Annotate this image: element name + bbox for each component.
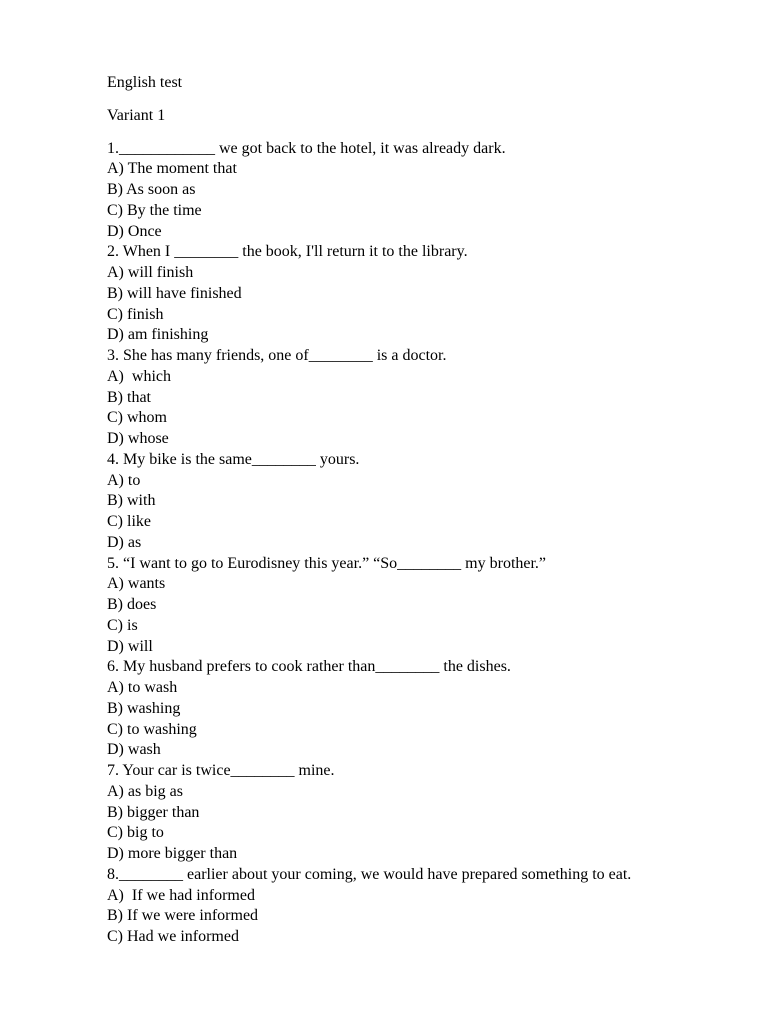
answer-option: D) will — [107, 637, 153, 655]
question-text: 1.____________ we got back to the hotel, it was already dark. — [107, 139, 506, 157]
answer-option: D) as — [107, 533, 142, 551]
question-text: 4. My bike is the same________ yours. — [107, 450, 360, 468]
answer-option: C) Had we informed — [107, 928, 239, 945]
answer-option: A) which — [107, 367, 171, 385]
answer-option: A) The moment that — [107, 160, 237, 178]
answer-option: D) whose — [107, 430, 169, 447]
answer-option: D) wash — [107, 741, 161, 759]
question-text: 7. Your car is twice________ mine. — [107, 762, 335, 779]
answer-option: D) am finishing — [107, 326, 209, 344]
document-page — [107, 73, 747, 948]
question-text: 2. When I ________ the book, I'll return it to the library. — [107, 243, 468, 261]
answer-option: A) to — [107, 471, 141, 489]
question-block — [107, 242, 747, 346]
answer-option: B) with — [107, 492, 156, 510]
answer-option: C) whom — [107, 409, 167, 427]
answer-option: C) finish — [107, 305, 164, 323]
answer-option: B) As soon as — [107, 181, 196, 198]
answer-option: B) does — [107, 596, 157, 613]
document-title: English test — [107, 74, 183, 91]
question-block — [107, 139, 747, 243]
answer-option: B) washing — [107, 699, 181, 717]
answer-option: B) bigger than — [107, 803, 200, 821]
question-block — [107, 761, 747, 865]
question-block — [107, 657, 747, 761]
answer-option: A) will finish — [107, 264, 194, 281]
question-text: 8.________ earlier about your coming, we would have prepared something to eat. — [107, 865, 632, 883]
answer-option: D) Once — [107, 222, 162, 240]
answer-option: D) more bigger than — [107, 845, 238, 862]
answer-option: C) like — [107, 513, 151, 530]
answer-option: C) By the time — [107, 201, 202, 219]
variant-label: Variant 1 — [107, 106, 166, 124]
answer-option: B) will have finished — [107, 284, 242, 302]
answer-option: A) as big as — [107, 782, 183, 800]
question-block — [107, 554, 747, 658]
question-text: 3. She has many friends, one of________ is a doctor. — [107, 347, 447, 364]
answer-option: A) wants — [107, 575, 166, 593]
answer-option: C) is — [107, 616, 138, 634]
answer-option: A) to wash — [107, 679, 178, 696]
answer-option: B) that — [107, 388, 151, 406]
question-block — [107, 450, 747, 554]
answer-option: C) big to — [107, 824, 164, 842]
question-block — [107, 346, 747, 450]
answer-option: B) If we were informed — [107, 907, 259, 925]
question-text: 5. “I want to go to Eurodisney this year.” “So________ my brother.” — [107, 554, 547, 572]
answer-option: C) to washing — [107, 720, 197, 738]
question-block — [107, 865, 747, 948]
answer-option: A) If we had informed — [107, 886, 255, 904]
question-text: 6. My husband prefers to cook rather than________ the dishes. — [107, 658, 511, 676]
